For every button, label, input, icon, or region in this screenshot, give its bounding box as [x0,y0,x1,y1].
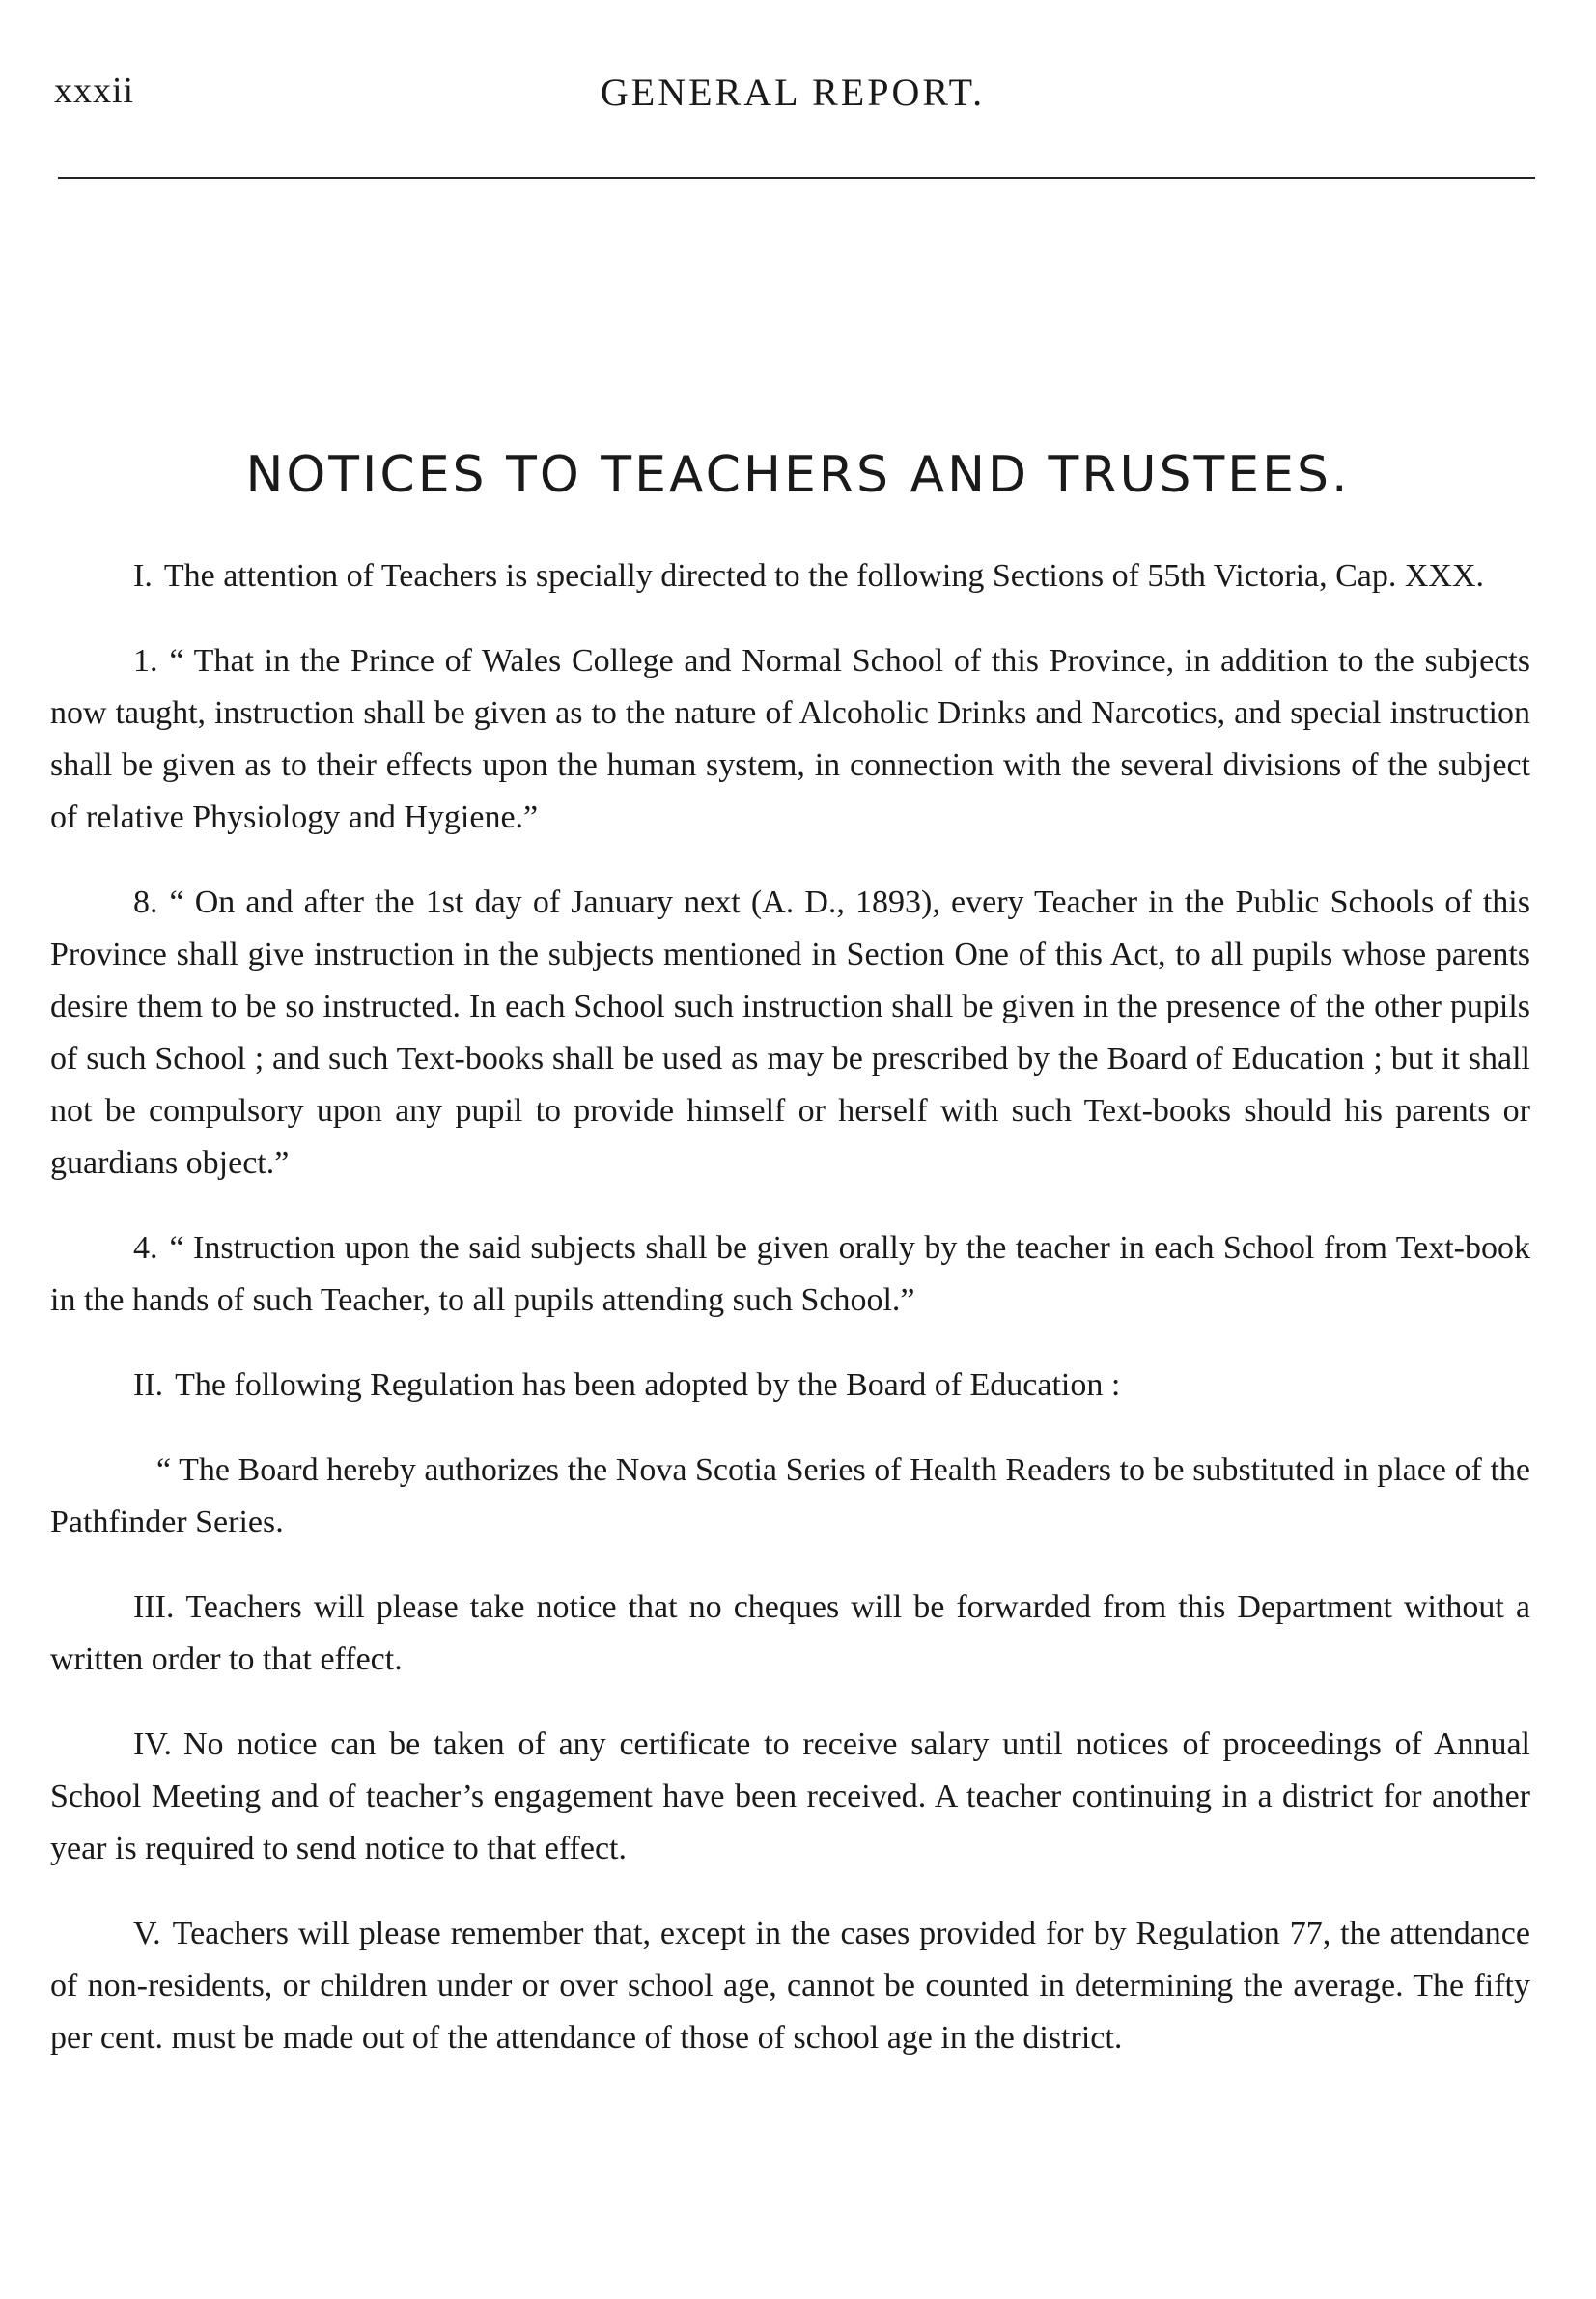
paragraph-number: IV. [133,1726,172,1762]
paragraph-text: “ Instruction upon the said subjects shall be given orally by the teacher in each School from Text-book in the hands of such Teacher, to all pupils attending such School.” [50,1230,1530,1318]
paragraph-V [50,1908,1530,2064]
paragraph-IV [50,1719,1530,1875]
paragraph-I [50,550,1530,603]
paragraph-number: 8. [133,884,158,920]
paragraph-text: “ The Board hereby authorizes the Nova Scotia Series of Health Readers to be substituted in place of the Pathfinder Series. [50,1452,1530,1540]
paragraph-section-4 [50,1222,1530,1327]
page-number: xxxii [54,70,135,111]
paragraph-text: Teachers will please remember that, except in the cases provided for by Regulation 77, the attendance of non-residents, or children under or over school age, cannot be counted in determining the average. The fifty per cent. must be made out of the attendance of those of school age in the district. [50,1916,1530,2056]
paragraph-number: V. [133,1916,161,1951]
paragraph-text: The following Regulation has been adopted by the Board of Education : [175,1367,1121,1403]
paragraph-number: III. [133,1589,175,1625]
paragraph-text: The attention of Teachers is specially directed to the following Sections of 55th Victoria, Cap. XXX. [163,558,1485,594]
paragraph-number: 1. [133,643,158,679]
paragraph-III [50,1582,1530,1686]
paragraph-section-8 [50,877,1530,1190]
running-title: GENERAL REPORT. [600,70,986,114]
paragraph-number: I. [133,558,153,594]
paragraph-text: “ That in the Prince of Wales College and Normal School of this Province, in addition to the subjects now taught, instruction shall be given as to the nature of Alcoholic Drinks and Narcotics, and special instruction shall be given as to their effects upon the human system, in connection with the several divisions of the subject of relative Physiology and Hygiene.” [50,643,1530,835]
running-head [54,70,1531,127]
paragraph-section-1 [50,635,1530,844]
header-rule [58,177,1535,179]
paragraph-number: 4. [133,1230,158,1266]
paragraph-text: “ On and after the 1st day of January next (A. D., 1893), every Teacher in the Public Schools of this Province shall give instruction in the subjects mentioned in Section One of this Act, to all pupils whose parents desire them to be so instructed. In each School such instruction shall be given in the presence of the other pupils of such School ; and such Text-books shall be used as may be prescribed by the Board of Education ; but it shall not be compulsory upon any pupil to provide himself or herself with such Text-books should his parents or guardians object.” [50,884,1530,1181]
paragraph-regulation-quote [50,1444,1530,1549]
section-title: NOTICES TO TEACHERS AND TRUSTEES. [245,446,1351,504]
paragraph-text: Teachers will please take notice that no cheques will be forwarded from this Department without a written order to that effect. [50,1589,1530,1677]
paragraph-text: No notice can be taken of any certificate to receive salary until notices of proceedings of Annual School Meeting and of teacher’s engagement have been received. A teacher continuing in a district for another year is required to send notice to that effect. [50,1726,1530,1866]
paragraph-II [50,1360,1530,1412]
body-text [50,550,1530,2097]
paragraph-number: II. [133,1367,164,1403]
